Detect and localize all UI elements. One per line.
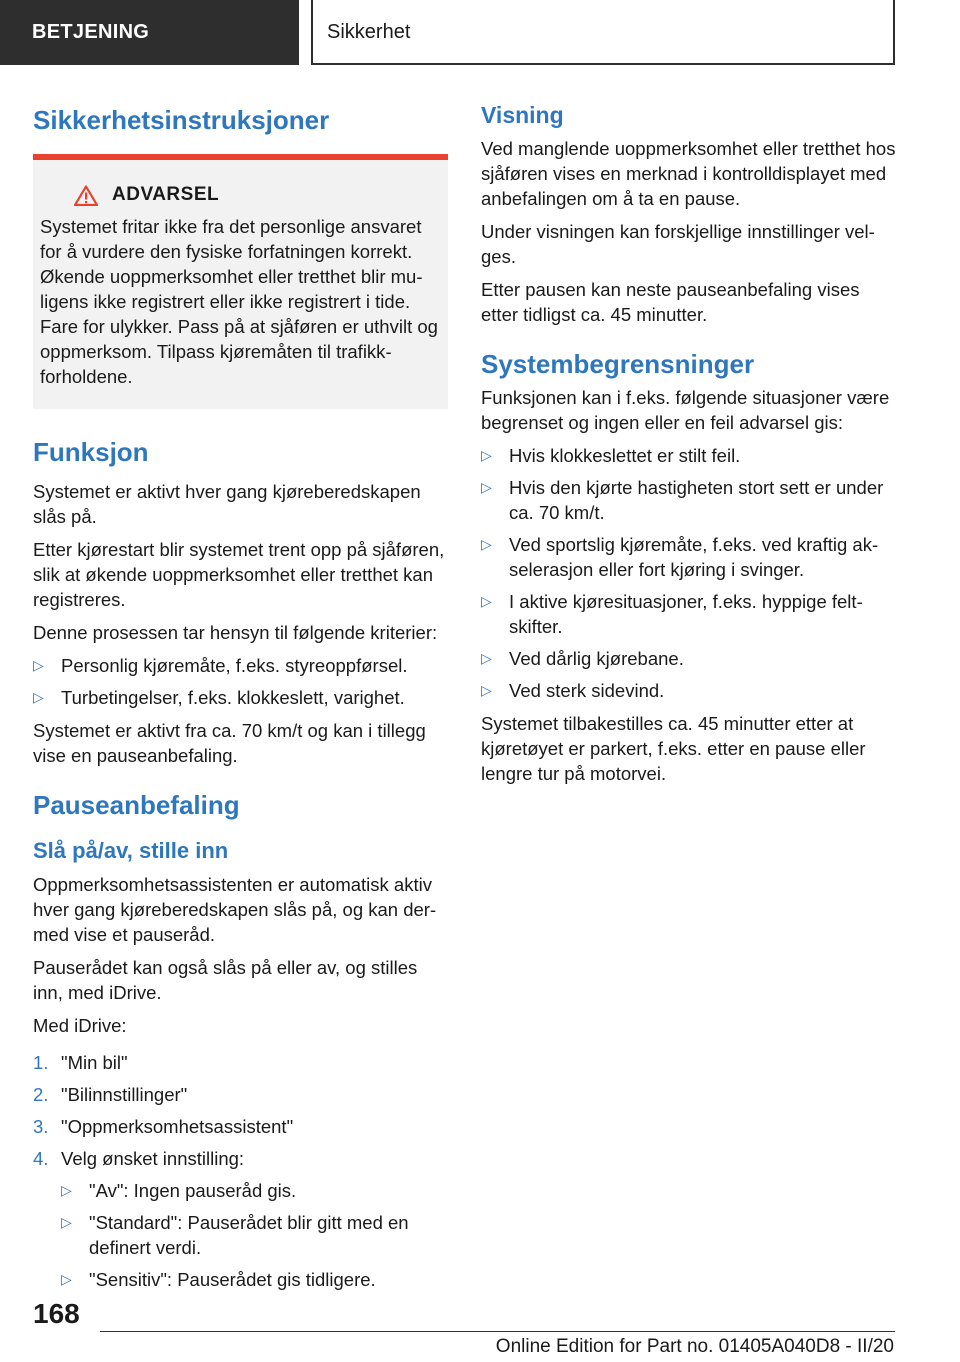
list-item: 2. "Bilinnstillinger" [33,1084,188,1105]
list-item: ▷ Turbetingelser, f.eks. klokkeslett, varighet. [33,687,405,708]
paragraph: Pauserådet kan også slås på eller av, og stilles inn, med iDrive. [33,957,418,1003]
list-item: ▷ "Standard": Pauserådet blir gitt med en definert verdi. [61,1212,409,1258]
paragraph: Etter kjørestart blir systemet trent opp på sjåføren, slik at økende uoppmerksomhet eller tretthet kan registreres. [33,539,445,610]
left-column [33,100,448,1312]
list-item: 3. "Oppmerksomhetsassistent" [33,1116,294,1137]
paragraph: Ved manglende uoppmerksomhet eller tretthet hos sjåføren vises en merknad i kontrolldisplayet med anbefalingen om å ta en pause. [481,138,896,209]
list-item: ▷ Hvis den kjørte hastigheten stort sett er under ca. 70 km/t. [481,477,884,523]
paragraph: Systemet er aktivt fra ca. 70 km/t og kan i tillegg vise en pauseanbefaling. [33,720,426,766]
paragraph: Denne prosessen tar hensyn til følgende kriterier: [33,622,438,643]
header-chapter: Sikkerhet [311,0,895,65]
triangle-bullet-icon: ▷ [33,689,44,705]
steps-list [33,1050,448,1171]
footer-edition: Online Edition for Part no. 01405A040D8 - II/20 [495,1336,894,1357]
triangle-bullet-icon: ▷ [481,479,492,495]
paragraph: Funksjonen kan i f.eks. følgende situasjoner være begrenset og ingen eller en feil advarsel gis: [481,387,890,433]
section-visning [481,100,896,327]
list-item: ▷ Hvis klokkeslettet er stilt feil. [481,445,741,466]
criteria-list [33,653,448,710]
paragraph: Under visningen kan forskjellige innstillinger velges. [481,221,875,267]
triangle-bullet-icon: ▷ [33,657,44,673]
section-systembegrensninger [481,347,896,786]
paragraph: Etter pausen kan neste pauseanbefaling vises etter tidligst ca. 45 minutter. [481,279,860,325]
list-item: ▷ Ved dårlig kjørebane. [481,648,684,669]
triangle-bullet-icon: ▷ [481,682,492,698]
list-item: ▷ Ved sterk sidevind. [481,680,665,701]
triangle-bullet-icon: ▷ [481,593,492,609]
triangle-bullet-icon: ▷ [481,536,492,552]
list-item: 1. "Min bil" [33,1052,128,1073]
heading-pauseanbefaling: Pauseanbefaling [33,790,240,820]
section-funksjon [33,435,448,768]
list-item: 4. Velg ønsket innstilling: [33,1148,245,1169]
right-column [481,100,896,806]
subheading-sla-pa-av: Slå på/av, stille inn [33,838,229,863]
heading-funksjon: Funksjon [33,437,149,467]
list-item: ▷ Ved sportslig kjøremåte, f.eks. ved kraftig akselerasjon eller fort kjøring i svinger. [481,534,879,580]
footer-divider [100,1331,895,1332]
paragraph: Systemet tilbakestilles ca. 45 minutter etter at kjøretøyet er parkert, f.eks. etter en pause eller lengre tur på motorvei. [481,713,866,784]
header-section: BETJENING [0,0,299,65]
warning-triangle-icon [74,185,98,206]
heading-visning: Visning [481,102,564,128]
triangle-bullet-icon: ▷ [481,447,492,463]
triangle-bullet-icon: ▷ [61,1182,72,1198]
limitations-list [481,443,896,703]
warning-box [33,160,448,409]
page-title: Sikkerhetsinstruksjoner [33,105,330,135]
list-item: ▷ I aktive kjøresituasjoner, f.eks. hyppige feltskifter. [481,591,863,637]
options-list [61,1178,448,1292]
paragraph: Oppmerksomhetsassistenten er automatisk aktiv hver gang kjøreberedskapen slås på, og kan dermed vise et pauseråd. [33,874,437,945]
triangle-bullet-icon: ▷ [61,1271,72,1287]
heading-systembegrensninger: Systembegrensninger [481,349,755,379]
triangle-bullet-icon: ▷ [481,650,492,666]
page-number: 168 [33,1298,80,1329]
list-item: ▷ "Sensitiv": Pauserådet gis tidligere. [61,1269,376,1290]
warning-heading [74,184,440,206]
warning-text: Systemet fritar ikke fra det personlige ansvaret for å vurdere den fysiske forfatningen korrekt. Økende uoppmerksomhet eller tretthet blir muligens ikke registrert eller ikke registrert i tide. Fare for ulykker. Pass på at sjåføren er uthvilt og oppmerksom. Tilpass kjøremåten til trafikkforholdene. [40,216,438,387]
triangle-bullet-icon: ▷ [61,1214,72,1230]
list-item: ▷ Personlig kjøremåte, f.eks. styreoppførsel. [33,655,408,676]
paragraph: Systemet er aktivt hver gang kjøreberedskapen slås på. [33,481,421,527]
section-pauseanbefaling [33,788,448,1292]
warning-label: ADVARSEL [112,184,220,205]
paragraph: Med iDrive: [33,1015,127,1036]
list-item: ▷ "Av": Ingen pauseråd gis. [61,1180,297,1201]
